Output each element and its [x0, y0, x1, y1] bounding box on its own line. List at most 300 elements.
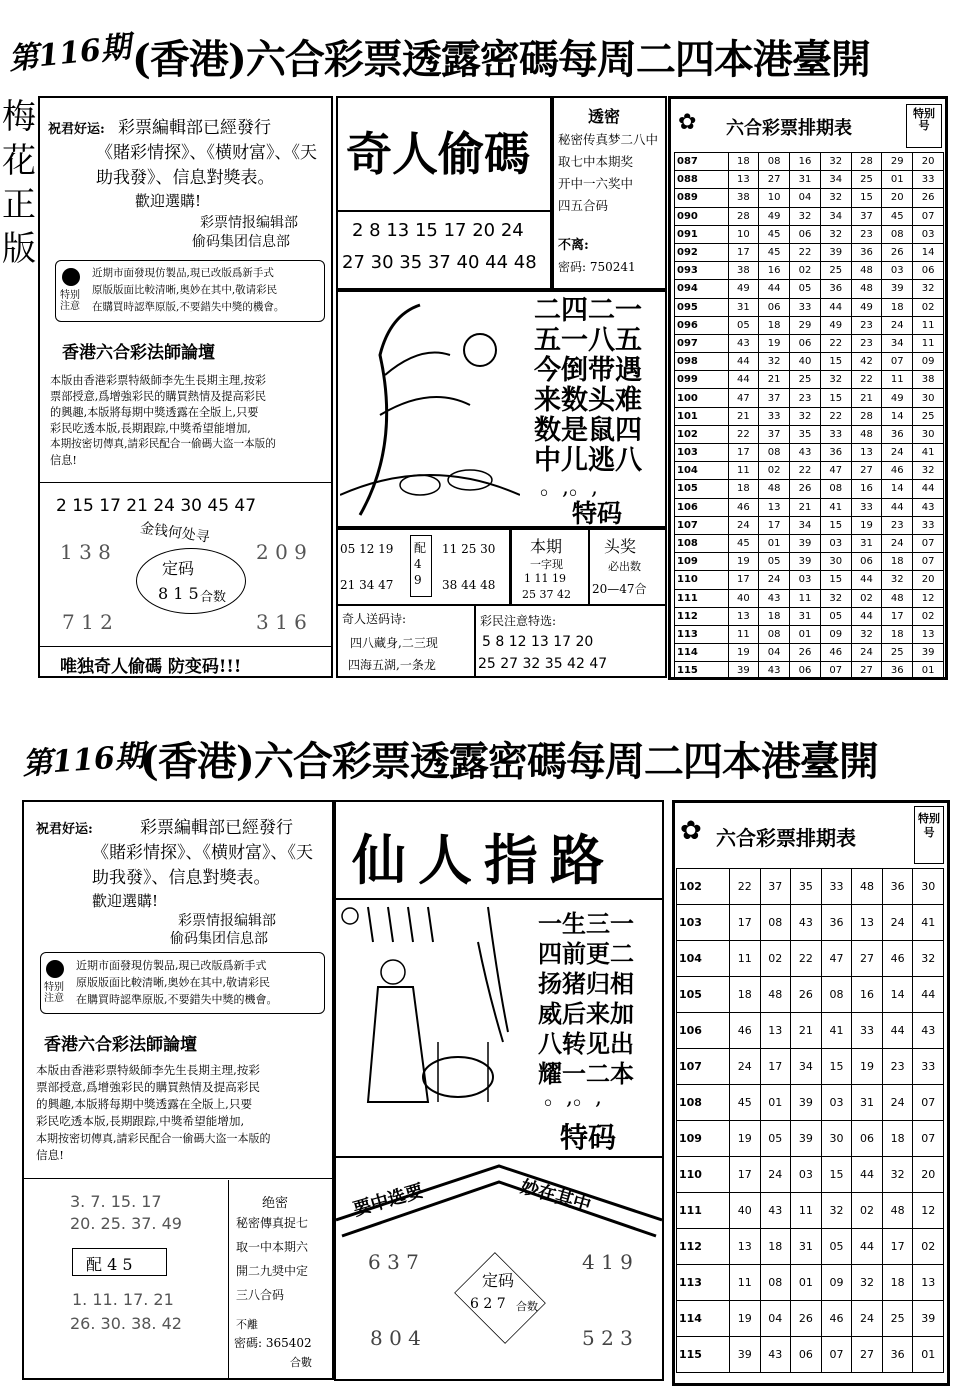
- b-poem-marks: 。,。,: [544, 1085, 602, 1110]
- crane-illustration: [340, 295, 520, 525]
- wheel-center-nums: 8 1 5: [158, 584, 199, 603]
- number-cell: 15: [820, 389, 851, 407]
- number-cell: 18: [882, 553, 913, 571]
- number-cell: 11: [882, 371, 913, 389]
- number-cell: 22: [790, 243, 821, 261]
- number-cell: 11: [728, 625, 759, 643]
- number-cell: 26: [791, 1301, 822, 1337]
- number-cell: 08: [760, 1265, 791, 1301]
- number-cell: 28: [851, 153, 882, 171]
- number-cell: 18: [759, 316, 790, 334]
- number-cell: 08: [820, 480, 851, 498]
- benqi-title: 本期: [530, 537, 563, 556]
- left-nums: 20. 25. 37. 49: [70, 1214, 182, 1233]
- period-cell: 089: [675, 189, 729, 207]
- period-cell: 114: [677, 1301, 730, 1337]
- number-cell: 08: [759, 153, 790, 171]
- number-cell: 14: [882, 480, 913, 498]
- number-cell: 39: [791, 1121, 822, 1157]
- period-cell: 106: [675, 498, 729, 516]
- number-cell: 26: [790, 480, 821, 498]
- forum-line: 票部授意,爲增強彩民的購買熱情及提高彩民: [50, 390, 267, 403]
- number-cell: 19: [851, 516, 882, 534]
- table-row: [677, 1265, 944, 1301]
- table-row: [677, 1085, 944, 1121]
- number-cell: 36: [820, 280, 851, 298]
- period-cell: 101: [675, 407, 729, 425]
- number-cell: 23: [882, 1049, 913, 1085]
- poem-line: 五一八五: [534, 325, 642, 356]
- number-cell: 43: [759, 662, 790, 680]
- number-cell: 46: [821, 1301, 852, 1337]
- number-cell: 13: [728, 607, 759, 625]
- period-cell: 108: [677, 1085, 730, 1121]
- greeting-sign: 彩票情报编辑部: [200, 215, 298, 231]
- bottom-table-title: 六合彩票排期表: [716, 826, 856, 850]
- number-cell: 23: [790, 389, 821, 407]
- number-cell: 33: [790, 298, 821, 316]
- number-cell: 21: [728, 407, 759, 425]
- b-wheel-tr: 4 1 9: [582, 1250, 633, 1274]
- caimin-title: 彩民注意特选:: [480, 614, 557, 628]
- number-cell: 39: [791, 1085, 822, 1121]
- number-cell: 22: [729, 869, 760, 905]
- number-cell: 13: [852, 905, 883, 941]
- period-cell: 113: [677, 1265, 730, 1301]
- number-cell: 25: [913, 407, 944, 425]
- slogan: 唯独奇人偷碼 防变码!!!: [60, 657, 242, 677]
- number-cell: 32: [790, 207, 821, 225]
- number-cell: 36: [882, 1337, 913, 1373]
- number-cell: 48: [760, 977, 791, 1013]
- table-row: [677, 1229, 944, 1265]
- number-cell: 36: [882, 425, 913, 443]
- number-cell: 44: [728, 353, 759, 371]
- number-cell: 05: [760, 1121, 791, 1157]
- poem-marks: 。,。,: [540, 475, 598, 500]
- number-cell: 18: [728, 480, 759, 498]
- number-cell: 48: [882, 589, 913, 607]
- poem-line: 数是鼠四: [534, 415, 642, 446]
- table-row: [677, 1193, 944, 1229]
- notice-line: 在購買時認準原版,不要錯失中獎的機會。: [92, 301, 285, 313]
- period-cell: 109: [677, 1121, 730, 1157]
- number-cell: 39: [882, 280, 913, 298]
- number-cell: 13: [759, 498, 790, 516]
- notice-line: 近期市面發現仿製品,現已改版爲新手式: [76, 959, 267, 972]
- number-cell: 11: [728, 462, 759, 480]
- period-cell: 104: [675, 462, 729, 480]
- benqi-a: 1 11 19: [524, 572, 566, 585]
- table-row: [675, 625, 944, 643]
- number-cell: 46: [729, 1013, 760, 1049]
- number-cell: 15: [821, 1049, 852, 1085]
- table-row: [677, 1301, 944, 1337]
- table-row: [675, 316, 944, 334]
- number-cell: 02: [913, 1229, 944, 1265]
- number-cell: 48: [882, 1193, 913, 1229]
- number-cell: 06: [759, 298, 790, 316]
- poem-line: 今倒带遇: [534, 355, 642, 386]
- number-cell: 27: [852, 941, 883, 977]
- b-poem-line: 威后来加: [538, 999, 634, 1028]
- number-cell: 17: [760, 1049, 791, 1085]
- number-cell: 44: [913, 480, 944, 498]
- period-cell: 088: [675, 171, 729, 189]
- number-cell: 44: [882, 498, 913, 516]
- table-row: [675, 353, 944, 371]
- number-cell: 44: [852, 1229, 883, 1265]
- number-cell: 01: [759, 534, 790, 552]
- wheel-br: 3 1 6: [256, 610, 307, 634]
- number-cell: 18: [728, 153, 759, 171]
- number-cell: 43: [759, 589, 790, 607]
- notice-seal-icon: [46, 960, 64, 978]
- number-cell: 01: [760, 1085, 791, 1121]
- number-cell: 18: [882, 298, 913, 316]
- wheel-tl: 1 3 8: [60, 540, 111, 564]
- number-cell: 41: [913, 444, 944, 462]
- number-cell: 08: [759, 625, 790, 643]
- table-row: [675, 225, 944, 243]
- clover-icon: ✿: [678, 110, 697, 135]
- number-cell: 40: [728, 589, 759, 607]
- number-cell: 25: [882, 644, 913, 662]
- secret-title: 透密: [588, 107, 621, 126]
- number-cell: 43: [728, 334, 759, 352]
- greeting-sign: 偷码集团信息部: [192, 234, 290, 250]
- table-row: [675, 553, 944, 571]
- poem-line: 二四二一: [534, 295, 642, 326]
- table-row: [675, 334, 944, 352]
- number-cell: 21: [791, 1013, 822, 1049]
- top-title: (香港)六合彩票透露密碼每周二四本港臺開: [132, 36, 870, 83]
- number-cell: 47: [821, 941, 852, 977]
- greeting-sign: 彩票情报编辑部: [178, 913, 276, 929]
- number-cell: 19: [852, 1049, 883, 1085]
- number-cell: 22: [851, 371, 882, 389]
- number-cell: 36: [882, 662, 913, 680]
- period-cell: 091: [675, 225, 729, 243]
- number-cell: 24: [760, 1157, 791, 1193]
- forum-line: 彩民吃透本版,長期跟踪,中獎希望能增加,: [36, 1114, 245, 1128]
- number-cell: 18: [729, 977, 760, 1013]
- number-cell: 01: [791, 1265, 822, 1301]
- b-wheel-center-nums: 6 2 7: [470, 1296, 506, 1312]
- number-cell: 09: [821, 1265, 852, 1301]
- number-cell: 49: [882, 389, 913, 407]
- b-poem-line: 扬猪归相: [538, 969, 634, 998]
- number-cell: 39: [790, 534, 821, 552]
- number-cell: 42: [851, 353, 882, 371]
- number-cell: 34: [882, 334, 913, 352]
- period-cell: 115: [675, 662, 729, 680]
- number-cell: 20: [913, 571, 944, 589]
- benqi-sub: 一字现: [530, 558, 563, 571]
- number-cell: 43: [913, 1013, 944, 1049]
- table-row: [675, 662, 944, 680]
- greeting-line: 助我發》、信息對獎表。: [96, 168, 275, 188]
- number-cell: 36: [882, 869, 913, 905]
- number-cell: 48: [759, 480, 790, 498]
- number-cell: 36: [821, 905, 852, 941]
- number-cell: 24: [759, 571, 790, 589]
- number-cell: 28: [728, 207, 759, 225]
- number-cell: 19: [729, 1121, 760, 1157]
- table-row: [675, 171, 944, 189]
- b-poem-line: 耀一二本: [538, 1059, 634, 1088]
- greeting-line: 彩票編輯部已經發行: [140, 818, 293, 838]
- number-cell: 45: [882, 207, 913, 225]
- greeting-line: 彩票編輯部已經發行: [118, 118, 271, 138]
- top-issue: 第116期: [6, 29, 133, 78]
- number-cell: 07: [821, 1337, 852, 1373]
- number-cell: 23: [851, 225, 882, 243]
- number-cell: 03: [820, 534, 851, 552]
- bottom-schedule-table: [676, 868, 944, 1373]
- number-cell: 02: [790, 262, 821, 280]
- period-cell: 107: [677, 1049, 730, 1085]
- b-secret-buli: 不離: [236, 1318, 258, 1331]
- number-cell: 12: [913, 589, 944, 607]
- number-cell: 38: [913, 371, 944, 389]
- number-cell: 30: [913, 389, 944, 407]
- number-cell: 07: [913, 553, 944, 571]
- number-cell: 47: [728, 389, 759, 407]
- number-cell: 13: [913, 625, 944, 643]
- number-cell: 45: [728, 534, 759, 552]
- number-cell: 18: [759, 607, 790, 625]
- period-cell: 104: [677, 941, 730, 977]
- notice-line: 近期市面發現仿製品,現已改版爲新手式: [92, 267, 274, 279]
- number-cell: 31: [790, 607, 821, 625]
- number-cell: 13: [760, 1013, 791, 1049]
- number-cell: 17: [882, 607, 913, 625]
- number-cell: 44: [851, 571, 882, 589]
- number-cell: 27: [851, 462, 882, 480]
- table-row: [675, 243, 944, 261]
- number-cell: 06: [791, 1337, 822, 1373]
- number-cell: 32: [820, 153, 851, 171]
- number-cell: 39: [728, 662, 759, 680]
- forum-line: 本版由香港彩票特級師李先生長期主理,按彩: [50, 374, 267, 387]
- pei-left: 05 12 19: [340, 542, 394, 556]
- number-cell: 39: [913, 644, 944, 662]
- table-row: [677, 977, 944, 1013]
- b-secret-line: 取一中本期六: [236, 1240, 309, 1254]
- number-cell: 03: [821, 1085, 852, 1121]
- b-secret-line: 秘密傳真捉七: [236, 1216, 309, 1230]
- secret-grid: 秘密传真梦二八中: [558, 132, 659, 147]
- number-cell: 01: [790, 625, 821, 643]
- period-cell: 110: [677, 1157, 730, 1193]
- number-cell: 07: [820, 662, 851, 680]
- number-cell: 33: [820, 425, 851, 443]
- number-cell: 31: [790, 171, 821, 189]
- pei-left: 21 34 47: [340, 578, 394, 592]
- number-cell: 26: [882, 243, 913, 261]
- number-cell: 18: [760, 1229, 791, 1265]
- number-cell: 17: [729, 1157, 760, 1193]
- period-cell: 113: [675, 625, 729, 643]
- code-row: 27 30 35 37 40 44 48: [342, 252, 537, 273]
- number-cell: 21: [759, 371, 790, 389]
- greeting-label: 祝君好运:: [48, 122, 105, 137]
- notice-label: 特别注意: [60, 290, 80, 312]
- table-row: [675, 534, 944, 552]
- number-cell: 04: [790, 189, 821, 207]
- number-cell: 36: [851, 243, 882, 261]
- clover-icon: ✿: [680, 816, 702, 846]
- number-cell: 39: [913, 1301, 944, 1337]
- table-row: [675, 207, 944, 225]
- number-cell: 38: [728, 262, 759, 280]
- notice-line: 在購買時認準原版,不要錯失中獎的機會。: [76, 993, 278, 1006]
- number-cell: 21: [851, 389, 882, 407]
- b-poem-line: 四前更二: [538, 939, 634, 968]
- number-cell: 24: [851, 644, 882, 662]
- period-cell: 095: [675, 298, 729, 316]
- number-cell: 06: [913, 262, 944, 280]
- caimin-r1: 5 8 12 13 17 20: [482, 634, 594, 650]
- number-cell: 43: [791, 905, 822, 941]
- period-cell: 093: [675, 262, 729, 280]
- poem2-title: 奇人送码诗:: [342, 612, 407, 626]
- number-cell: 32: [913, 941, 944, 977]
- table-row: [675, 462, 944, 480]
- pei-right: 11 25 30: [442, 542, 496, 556]
- number-cell: 11: [729, 941, 760, 977]
- table-row: [675, 189, 944, 207]
- number-cell: 44: [913, 977, 944, 1013]
- period-cell: 096: [675, 316, 729, 334]
- period-cell: 105: [677, 977, 730, 1013]
- number-cell: 22: [820, 334, 851, 352]
- number-cell: 11: [791, 1193, 822, 1229]
- number-cell: 15: [820, 516, 851, 534]
- period-cell: 097: [675, 334, 729, 352]
- number-cell: 19: [729, 1301, 760, 1337]
- period-cell: 112: [675, 607, 729, 625]
- number-cell: 32: [913, 462, 944, 480]
- greeting-sign: 偷码集团信息部: [170, 931, 268, 947]
- number-cell: 23: [851, 334, 882, 352]
- number-cell: 24: [882, 1085, 913, 1121]
- pei-mid: 配 4 9: [414, 541, 427, 587]
- table-row: [675, 298, 944, 316]
- number-cell: 24: [852, 1301, 883, 1337]
- number-cell: 06: [790, 225, 821, 243]
- number-cell: 11: [729, 1265, 760, 1301]
- number-cell: 20: [913, 1157, 944, 1193]
- forum-title: 香港六合彩法師論壇: [62, 343, 215, 363]
- notice-line: 原版版面比較清晰,奥妙在其中,敬请彩民: [76, 976, 270, 989]
- number-cell: 37: [759, 425, 790, 443]
- number-cell: 34: [791, 1049, 822, 1085]
- number-cell: 01: [913, 1337, 944, 1373]
- number-cell: 41: [821, 1013, 852, 1049]
- number-cell: 05: [790, 280, 821, 298]
- number-cell: 37: [759, 389, 790, 407]
- number-cell: 06: [790, 334, 821, 352]
- number-cell: 37: [851, 207, 882, 225]
- number-cell: 13: [913, 1265, 944, 1301]
- period-cell: 099: [675, 371, 729, 389]
- period-cell: 114: [675, 644, 729, 662]
- number-cell: 49: [820, 316, 851, 334]
- number-cell: 14: [882, 407, 913, 425]
- number-cell: 20: [913, 153, 944, 171]
- table-row: [675, 480, 944, 498]
- number-cell: 44: [820, 298, 851, 316]
- top-side-label: 梅花正版: [2, 97, 36, 269]
- number-cell: 13: [851, 444, 882, 462]
- number-cell: 25: [851, 171, 882, 189]
- greeting-label: 祝君好运:: [36, 822, 93, 837]
- number-cell: 34: [790, 516, 821, 534]
- number-cell: 25: [790, 371, 821, 389]
- period-cell: 109: [675, 553, 729, 571]
- number-cell: 06: [851, 553, 882, 571]
- number-cell: 39: [790, 553, 821, 571]
- banner-left: 要中选要: [350, 1180, 426, 1221]
- number-cell: 45: [759, 225, 790, 243]
- pei-right: 38 44 48: [442, 578, 496, 592]
- period-cell: 108: [675, 534, 729, 552]
- number-cell: 18: [882, 1265, 913, 1301]
- period-cell: 110: [675, 571, 729, 589]
- benqi-b: 25 37 42: [522, 588, 571, 601]
- table-row: [675, 516, 944, 534]
- poem2-line: 四八藏身,二三现: [350, 636, 438, 650]
- number-cell: 32: [852, 1265, 883, 1301]
- number-cell: 14: [913, 243, 944, 261]
- number-cell: 32: [882, 1157, 913, 1193]
- number-cell: 07: [882, 353, 913, 371]
- forum-title: 香港六合彩法師論壇: [44, 1035, 197, 1055]
- number-cell: 24: [882, 905, 913, 941]
- table-row: [675, 425, 944, 443]
- number-cell: 35: [790, 425, 821, 443]
- number-cell: 08: [882, 225, 913, 243]
- bottom-issue: 第116期: [21, 738, 146, 783]
- number-cell: 15: [820, 571, 851, 589]
- number-cell: 03: [790, 571, 821, 589]
- number-cell: 19: [728, 553, 759, 571]
- number-cell: 16: [852, 977, 883, 1013]
- code-row: 2 8 13 15 17 20 24: [352, 220, 524, 241]
- table-row: [677, 1121, 944, 1157]
- number-cell: 18: [882, 625, 913, 643]
- top-schedule-table: [674, 152, 944, 680]
- wheel-arc: 金钱何处寻: [139, 520, 211, 546]
- number-cell: 03: [882, 262, 913, 280]
- number-cell: 31: [791, 1229, 822, 1265]
- number-cell: 20: [882, 189, 913, 207]
- secret-grid: 取七中本期奖: [558, 154, 634, 169]
- table-row: [675, 644, 944, 662]
- period-cell: 100: [675, 389, 729, 407]
- number-cell: 11: [913, 316, 944, 334]
- number-cell: 37: [760, 869, 791, 905]
- number-cell: 02: [852, 1193, 883, 1229]
- bottom-title: (香港)六合彩票透露密碼每周二四本港臺開: [140, 738, 878, 785]
- notice-label: 特别注意: [44, 982, 64, 1004]
- number-cell: 33: [821, 869, 852, 905]
- number-cell: 08: [759, 444, 790, 462]
- number-cell: 17: [729, 905, 760, 941]
- number-cell: 33: [913, 171, 944, 189]
